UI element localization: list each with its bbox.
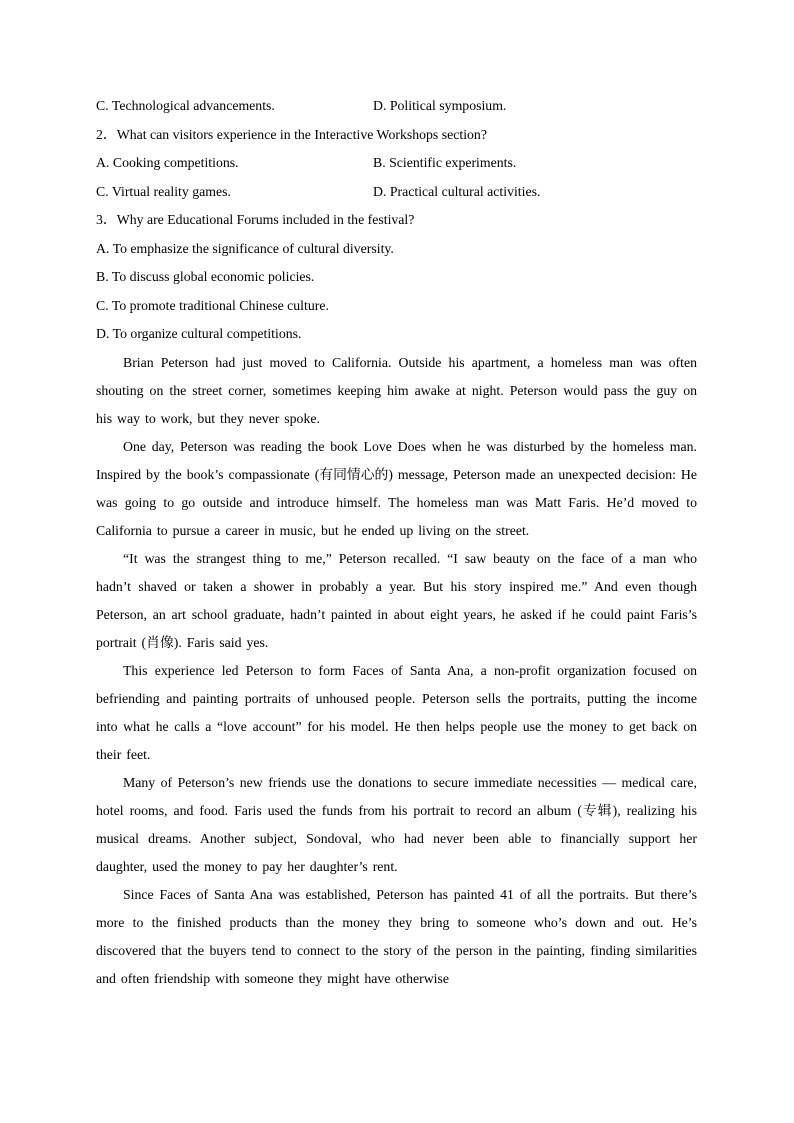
- q3-option-c[interactable]: C. To promote traditional Chinese culture.: [96, 297, 329, 313]
- q2-option-b[interactable]: B. Scientific experiments.: [373, 155, 517, 170]
- q3-stem: 3．Why are Educational Forums included in the festival?: [96, 212, 415, 227]
- q3-option-b[interactable]: B. To discuss global economic policies.: [96, 269, 315, 284]
- passage-paragraph-4: This experience led Peterson to form Faces of Santa Ana, a non-profit organization focused on befriending and painting portraits of unhoused people. Peterson sells the portraits, putting the income into what he calls a “love account” for his model. He then helps people use the money to get back on their feet.: [96, 662, 697, 762]
- reading-passage: [96, 349, 697, 993]
- q2-option-d[interactable]: D. Practical cultural activities.: [373, 183, 541, 199]
- q1-option-d[interactable]: D. Political symposium.: [373, 98, 507, 113]
- q1-option-c[interactable]: C. Technological advancements.: [96, 98, 275, 113]
- passage-paragraph-3: “It was the strangest thing to me,” Peterson recalled. “I saw beauty on the face of a man who hadn’t shaved or taken a shower in probably a year. But his story inspired me.” And even though Peterson, an art school graduate, hadn’t painted in about eight years, he asked if he could paint Faris’s portrait (肖像). Faris said yes.: [96, 550, 697, 650]
- q1-options-row: [96, 92, 697, 121]
- passage-paragraph-6: Since Faces of Santa Ana was established, Peterson has painted 41 of all the portraits. But there’s more to the finished products than the money they bring to someone who’s down and out. He’s discovered that the buyers tend to connect to the story of the person in the painting, finding similarities and often friendship with someone they might have otherwise: [96, 886, 697, 986]
- q2-option-c[interactable]: C. Virtual reality games.: [96, 183, 231, 199]
- q2-options-row-1: [96, 149, 697, 178]
- document-page: [96, 92, 697, 993]
- passage-paragraph-2: One day, Peterson was reading the book Love Does when he was disturbed by the homeless man. Inspired by the book’s compassionate (有同情心的) message, Peterson made an unexpected decision: He was going to go outside and introduce himself. The homeless man was Matt Faris. He’d moved to California to pursue a career in music, but he ended up living on the street.: [96, 438, 697, 538]
- q3-option-a[interactable]: A. To emphasize the significance of cultural diversity.: [96, 240, 394, 256]
- q3-option-d[interactable]: D. To organize cultural competitions.: [96, 326, 302, 341]
- q2-options-row-2: [96, 178, 697, 207]
- passage-paragraph-1: Brian Peterson had just moved to California. Outside his apartment, a homeless man was often shouting on the street corner, sometimes keeping him awake at night. Peterson would pass the guy on his way to work, but they never spoke.: [96, 354, 697, 426]
- q2-stem: 2．What can visitors experience in the Interactive Workshops section?: [96, 126, 487, 142]
- passage-paragraph-5: Many of Peterson’s new friends use the donations to secure immediate necessities — medical care, hotel rooms, and food. Faris used the funds from his portrait to record an album (专辑), realizing his musical dreams. Another subject, Sondoval, who had never been able to financially support her daughter, used the money to pay her daughter’s rent.: [96, 774, 697, 874]
- q2-option-a[interactable]: A. Cooking competitions.: [96, 155, 239, 170]
